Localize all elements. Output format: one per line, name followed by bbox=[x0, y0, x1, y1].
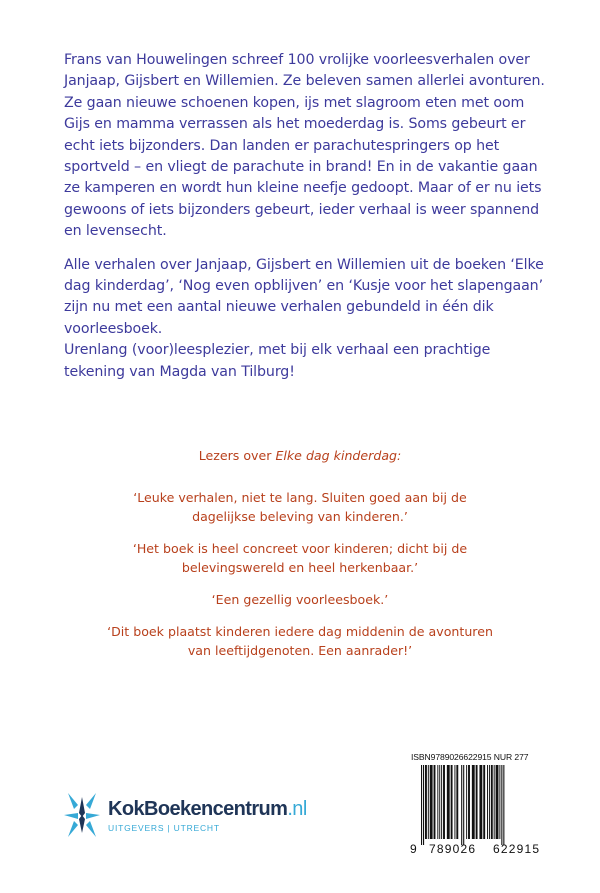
publisher-brand bbox=[108, 798, 307, 820]
barcode-guard-bar bbox=[503, 765, 504, 845]
publisher-subtitle: UITGEVERS | UTRECHT bbox=[108, 822, 220, 833]
barcode-bar bbox=[441, 765, 442, 839]
barcode-guard-bar bbox=[423, 765, 424, 845]
barcode-bar bbox=[425, 765, 427, 839]
review-quote-4: ‘Dit boek plaatst kinderen iedere dag middenin de avonturen van leeftijdgenoten. Een aanrader!’ bbox=[107, 623, 493, 659]
barcode-guard-bar bbox=[461, 765, 462, 845]
barcode-bar bbox=[468, 765, 470, 839]
blurb-paragraph-2-text: Alle verhalen over Janjaap, Gijsbert en Willemien uit de boeken ‘Elke dag kinderdag’, ‘Nog even opblijven’ en ‘Kusje voor het slapengaan’ zijn nu met een aantal nieuwe verhalen gebundeld in één dik voorleesboek. bbox=[64, 256, 544, 337]
isbn-barcode bbox=[407, 752, 555, 864]
review-quote-2: ‘Het boek is heel concreet voor kinderen; dicht bij de belevingswereld en heel herkenbaar.’ bbox=[132, 540, 468, 576]
barcode-bar bbox=[428, 765, 429, 839]
barcode-digits-right: 622915 bbox=[493, 842, 541, 856]
barcode-bar bbox=[437, 765, 438, 839]
barcode-digit-lead: 9 bbox=[410, 842, 418, 856]
reviews-heading bbox=[100, 446, 500, 466]
barcode-bars bbox=[407, 765, 555, 845]
barcode-bar bbox=[443, 765, 445, 839]
publisher-brand-tld: .nl bbox=[287, 797, 307, 820]
publisher-wordmark bbox=[108, 798, 307, 833]
barcode-bar bbox=[451, 765, 453, 839]
barcode-bar bbox=[489, 765, 490, 839]
reviews-heading-title: Elke dag kinderdag: bbox=[275, 448, 402, 463]
barcode-guard-bar bbox=[501, 765, 502, 845]
review-quote-3: ‘Een gezellig voorleesboek.’ bbox=[211, 591, 389, 607]
blurb-paragraph-2 bbox=[64, 255, 554, 383]
barcode-bar bbox=[499, 765, 500, 839]
barcode-bar bbox=[454, 765, 455, 839]
barcode-bar bbox=[439, 765, 440, 839]
barcode-bar bbox=[466, 765, 467, 839]
barcode-bar bbox=[476, 765, 478, 839]
barcode-bar bbox=[494, 765, 495, 839]
reader-reviews bbox=[100, 446, 500, 673]
barcode-guard-bar bbox=[463, 765, 464, 845]
blurb-paragraph-1: Frans van Houwelingen schreef 100 vrolijke voorleesverhalen over Janjaap, Gijsbert en Willemien. Ze beleven samen allerlei avonturen. Ze gaan nieuwe schoenen kopen, ijs met slagroom eten met oom Gijs en mamma verrassen als het moederdag is. Soms gebeurt er echt iets bijzonders. Dan landen er parachutespringers op het sportveld – en vliegt de parachute in brand! En in de vakantie gaan ze kamperen en wordt hun kleine neefje gedoopt. Maar of er nu iets gewoons of iets bijzonders gebeurt, ieder verhaal is weer spannend en levensecht. bbox=[64, 52, 545, 240]
barcode-bar bbox=[479, 765, 482, 839]
isbn-text: ISBN9789026622915 NUR 277 bbox=[411, 752, 529, 762]
barcode-digits-left: 789026 bbox=[429, 842, 477, 856]
review-quote-1: ‘Leuke verhalen, niet te lang. Sluiten goed aan bij de dagelijkse beleving van kinderen.’ bbox=[133, 489, 467, 525]
blurb-text bbox=[64, 50, 554, 383]
barcode-bar bbox=[472, 765, 475, 839]
publisher-logo bbox=[62, 788, 307, 842]
barcode-bar bbox=[434, 765, 436, 839]
publisher-brand-name: KokBoekencentrum bbox=[108, 797, 288, 820]
blurb-paragraph-3-text: Urenlang (voor)leesplezier, met bij elk verhaal een prachtige tekening van Magda van Tilburg! bbox=[64, 342, 491, 380]
reviews-heading-prefix: Lezers over bbox=[198, 448, 272, 463]
barcode-bar bbox=[483, 765, 485, 839]
barcode-bar bbox=[496, 765, 499, 839]
barcode-bar bbox=[430, 765, 433, 839]
barcode-bar bbox=[447, 765, 450, 839]
kok-star-logo-icon bbox=[62, 789, 102, 841]
barcode-bar bbox=[487, 765, 488, 839]
barcode-bar bbox=[456, 765, 458, 839]
barcode-bar bbox=[491, 765, 493, 839]
barcode-guard-bar bbox=[421, 765, 422, 845]
